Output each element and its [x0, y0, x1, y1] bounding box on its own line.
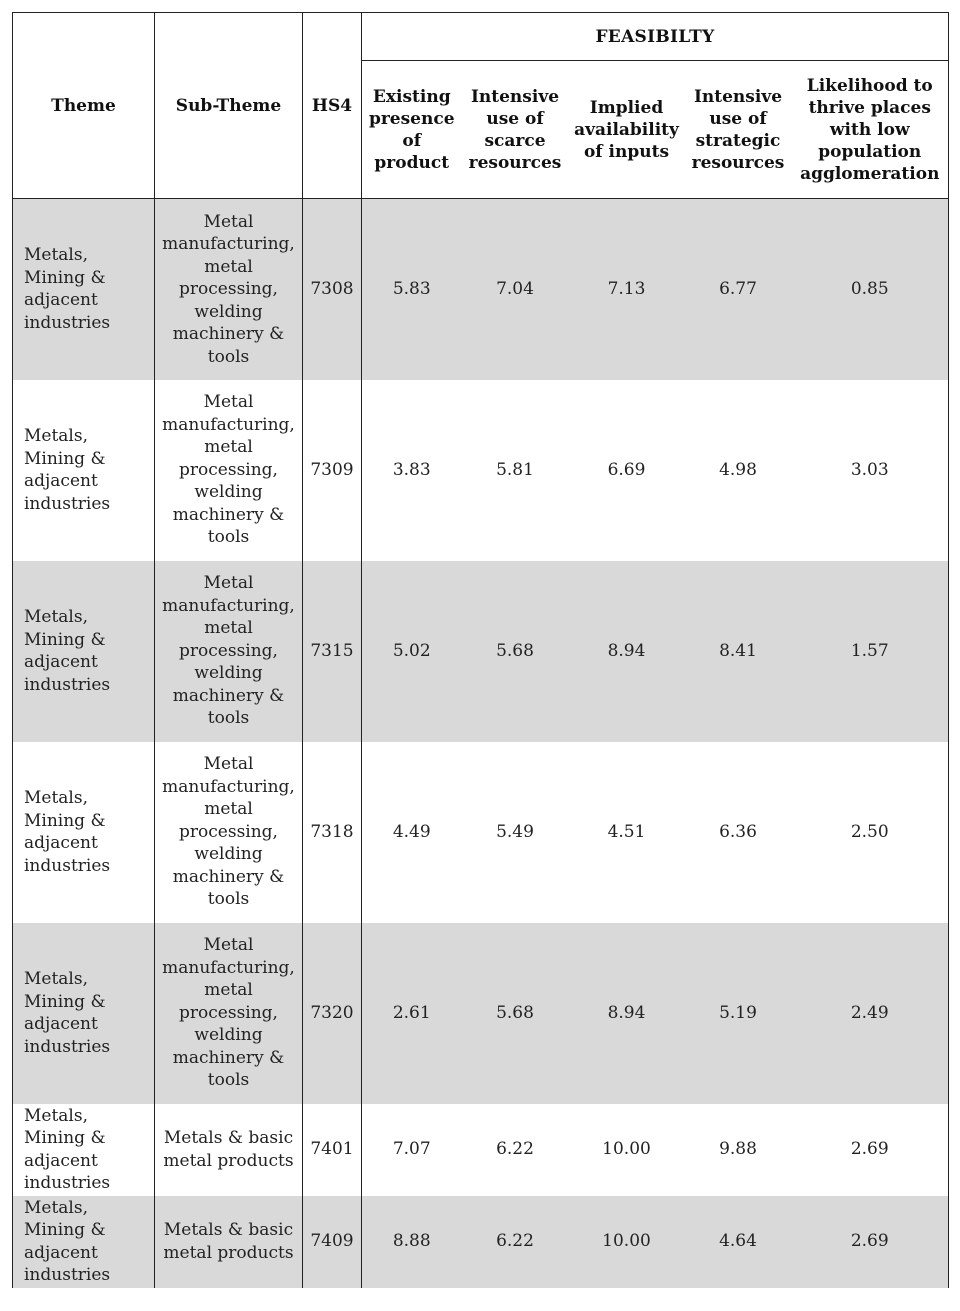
cell-implied-inputs: 6.69	[607, 459, 646, 480]
cell-strategic-resources: 6.77	[685, 199, 792, 380]
cell-hs4: 7315	[303, 561, 362, 742]
table-row	[13, 742, 949, 923]
cell-scarce-resources: 5.49	[496, 821, 534, 842]
cell-strategic-resources: 4.64	[685, 1196, 792, 1288]
cell-low-population: 2.50	[792, 742, 949, 923]
header-existing-presence: Existing presence of product	[362, 61, 462, 199]
cell-theme: Metals, Mining & adjacent industries	[13, 199, 155, 380]
cell-sub-theme: Metals & basic metal products	[155, 1196, 303, 1288]
table-row	[13, 1196, 949, 1288]
cell-existing-presence: 4.49	[392, 821, 431, 842]
cell-theme: Metals, Mining & adjacent industries	[13, 1196, 155, 1288]
cell-scarce-resources: 5.68	[462, 923, 569, 1104]
cell-theme: Metals, Mining & adjacent industries	[13, 380, 155, 561]
cell-existing-presence: 5.83	[362, 199, 462, 380]
cell-scarce-resources: 6.22	[462, 1196, 569, 1288]
cell-low-population: 3.03	[792, 380, 949, 561]
cell-theme: Metals, Mining & adjacent industries	[13, 742, 155, 923]
cell-implied-inputs: 10.00	[602, 1139, 651, 1160]
cell-low-population: 2.69	[792, 1196, 949, 1288]
cell-implied-inputs: 4.51	[607, 821, 646, 842]
cell-sub-theme: Metal manufacturing, metal processing, welding machinery & tools	[155, 742, 303, 923]
header-low-population: Likelihood to thrive places with low population agglomeration	[792, 61, 949, 199]
cell-implied-inputs: 7.13	[569, 199, 685, 380]
header-theme: Theme	[13, 13, 155, 199]
cell-sub-theme: Metal manufacturing, metal processing, welding machinery & tools	[155, 380, 303, 561]
table-row	[13, 561, 949, 742]
cell-low-population: 0.85	[792, 199, 949, 380]
table-body	[13, 199, 949, 1288]
cell-sub-theme: Metal manufacturing, metal processing, welding machinery & tools	[155, 561, 303, 742]
header-scarce-resources: Intensive use of scarce resources	[462, 61, 569, 199]
table-row	[13, 1104, 949, 1196]
table-row	[13, 923, 949, 1104]
cell-scarce-resources: 7.04	[462, 199, 569, 380]
table-header	[13, 13, 949, 199]
cell-theme: Metals, Mining & adjacent industries	[13, 923, 155, 1104]
header-feasibility-group: FEASIBILTY	[362, 13, 949, 61]
cell-strategic-resources: 5.19	[685, 923, 792, 1104]
cell-existing-presence: 5.02	[362, 561, 462, 742]
cell-low-population: 1.57	[792, 561, 949, 742]
cell-hs4: 7409	[303, 1196, 362, 1288]
cell-implied-inputs: 8.94	[569, 561, 685, 742]
cell-hs4: 7308	[303, 199, 362, 380]
cell-existing-presence: 8.88	[362, 1196, 462, 1288]
cell-implied-inputs: 10.00	[569, 1196, 685, 1288]
cell-sub-theme: Metal manufacturing, metal processing, welding machinery & tools	[155, 199, 303, 380]
cell-low-population: 2.49	[792, 923, 949, 1104]
cell-strategic-resources: 8.41	[685, 561, 792, 742]
cell-hs4: 7309	[303, 380, 362, 561]
header-implied-inputs: Implied availability of inputs	[569, 61, 685, 199]
cell-hs4: 7401	[303, 1104, 362, 1196]
header-strategic-resources: Intensive use of strategic resources	[685, 61, 792, 199]
header-sub-theme: Sub-Theme	[155, 13, 303, 199]
cell-low-population: 2.69	[792, 1104, 949, 1196]
cell-strategic-resources: 9.88	[719, 1139, 757, 1160]
cell-scarce-resources: 6.22	[496, 1139, 534, 1160]
cell-hs4: 7318	[303, 742, 362, 923]
cell-existing-presence: 2.61	[362, 923, 462, 1104]
cell-scarce-resources: 5.81	[496, 459, 534, 480]
feasibility-table	[12, 12, 949, 1288]
cell-sub-theme: Metal manufacturing, metal processing, welding machinery & tools	[155, 923, 303, 1104]
cell-sub-theme: Metals & basic metal products	[155, 1104, 303, 1196]
cell-strategic-resources: 4.98	[719, 459, 757, 480]
table-row	[13, 199, 949, 380]
cell-scarce-resources: 5.68	[462, 561, 569, 742]
table-row	[13, 380, 949, 561]
cell-existing-presence: 3.83	[392, 459, 431, 480]
cell-strategic-resources: 6.36	[719, 821, 757, 842]
cell-existing-presence: 7.07	[392, 1139, 431, 1160]
header-hs4: HS4	[303, 13, 362, 199]
cell-hs4: 7320	[303, 923, 362, 1104]
cell-theme: Metals, Mining & adjacent industries	[13, 1104, 155, 1196]
cell-theme: Metals, Mining & adjacent industries	[13, 561, 155, 742]
cell-implied-inputs: 8.94	[569, 923, 685, 1104]
